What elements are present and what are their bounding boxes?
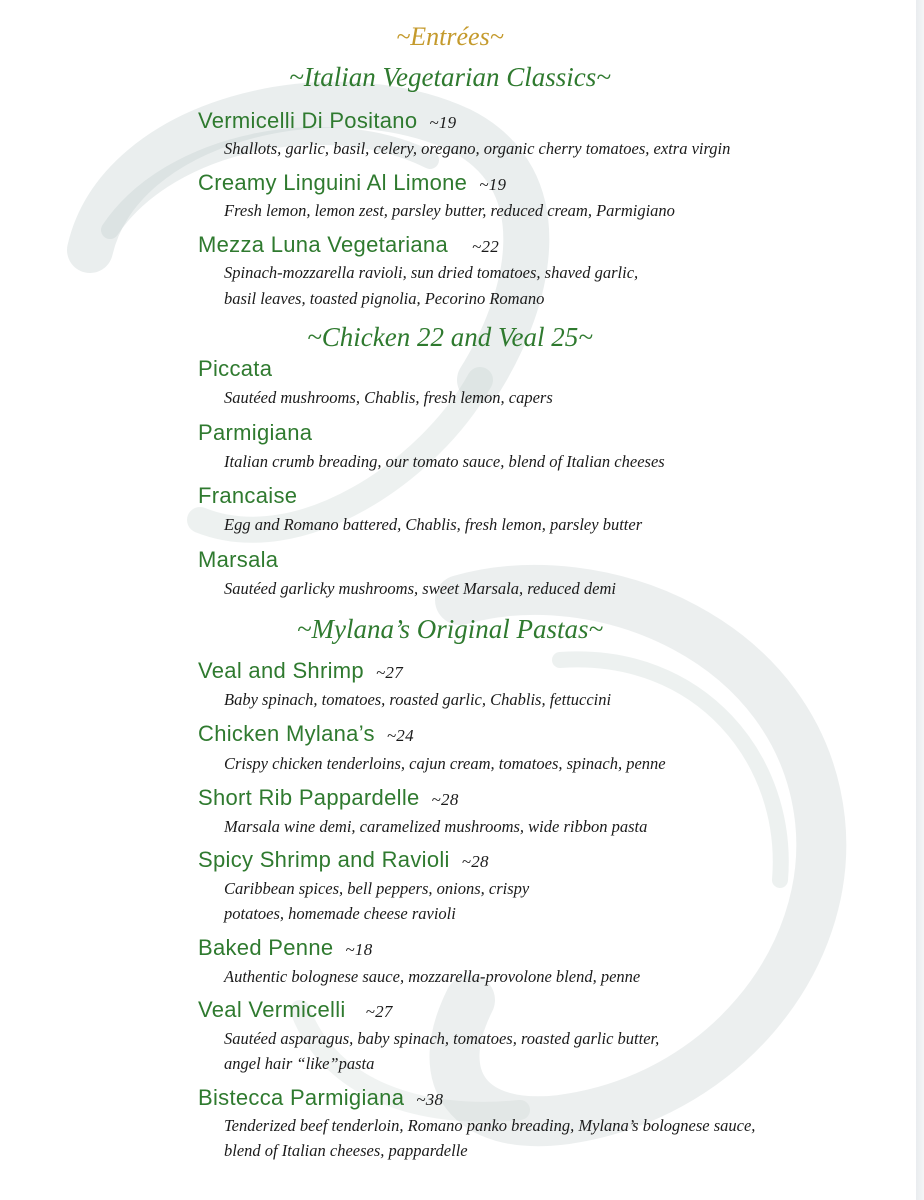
item-name: Chicken Mylana’s (198, 721, 375, 746)
menu-item (198, 721, 414, 747)
item-description: Fresh lemon, lemon zest, parsley butter, reduced cream, Parmigiano (224, 201, 675, 220)
item-description: Italian crumb breading, our tomato sauce, blend of Italian cheeses (224, 452, 665, 471)
menu-item (198, 547, 278, 573)
item-description: Caribbean spices, bell peppers, onions, crispy (224, 879, 530, 898)
item-description: Sautéed mushrooms, Chablis, fresh lemon, capers (224, 388, 553, 407)
item-price: ~28 (461, 852, 489, 871)
menu-item (198, 1085, 443, 1111)
item-price: ~22 (472, 237, 500, 256)
section-heading-vegetarian: ~Italian Vegetarian Classics~ (289, 62, 611, 92)
item-name: Spicy Shrimp and Ravioli (198, 847, 450, 872)
item-description: Tenderized beef tenderloin, Romano panko breading, Mylana’s bolognese sauce, (224, 1116, 756, 1135)
menu-item (198, 108, 456, 134)
item-price: ~38 (416, 1090, 444, 1109)
page-title: ~Entrées~ (396, 22, 504, 51)
item-name: Creamy Linguini Al Limone (198, 170, 468, 195)
item-price: ~19 (479, 175, 507, 194)
section-heading-chicken-veal: ~Chicken 22 and Veal 25~ (307, 322, 593, 352)
menu-item (198, 997, 393, 1023)
menu-item (198, 847, 489, 873)
menu-item (198, 658, 403, 684)
item-name: Parmigiana (198, 420, 313, 445)
menu-item (198, 935, 373, 961)
item-name: Marsala (198, 547, 279, 572)
item-name: Short Rib Pappardelle (198, 785, 420, 810)
item-description: Sautéed asparagus, baby spinach, tomatoes, roasted garlic butter, (224, 1029, 660, 1048)
item-name: Piccata (198, 356, 273, 381)
item-name: Vermicelli Di Positano (198, 108, 418, 133)
item-name: Veal Vermicelli (198, 997, 346, 1022)
item-description: Crispy chicken tenderloins, cajun cream, tomatoes, spinach, penne (224, 754, 666, 773)
menu-item (198, 420, 312, 446)
item-description: Sautéed garlicky mushrooms, sweet Marsala, reduced demi (224, 579, 616, 598)
item-price: ~27 (365, 1002, 393, 1021)
item-name: Mezza Luna Vegetariana (198, 232, 448, 257)
item-name: Bistecca Parmigiana (198, 1085, 405, 1110)
menu-item (198, 170, 506, 196)
item-description: Egg and Romano battered, Chablis, fresh lemon, parsley butter (224, 515, 643, 534)
section-heading-original-pastas: ~Mylana’s Original Pastas~ (296, 614, 604, 644)
item-name: Baked Penne (198, 935, 334, 960)
item-description: blend of Italian cheeses, pappardelle (224, 1141, 468, 1160)
item-price: ~28 (431, 790, 459, 809)
item-description: Marsala wine demi, caramelized mushrooms, wide ribbon pasta (224, 817, 648, 836)
item-description: basil leaves, toasted pignolia, Pecorino Romano (224, 289, 545, 308)
item-description: Spinach-mozzarella ravioli, sun dried tomatoes, shaved garlic, (224, 263, 639, 282)
item-description: Shallots, garlic, basil, celery, oregano, organic cherry tomatoes, extra virgin (224, 139, 731, 158)
item-name: Veal and Shrimp (198, 658, 364, 683)
menu-item (198, 483, 297, 509)
item-price: ~24 (386, 726, 414, 745)
item-price: ~18 (345, 940, 373, 959)
item-price: ~27 (375, 663, 404, 682)
item-description: Baby spinach, tomatoes, roasted garlic, Chablis, fettuccini (224, 690, 612, 709)
item-description: angel hair “like”pasta (224, 1054, 375, 1073)
menu-item (198, 785, 459, 811)
item-description: Authentic bolognese sauce, mozzarella-provolone blend, penne (224, 967, 641, 986)
item-price: ~19 (429, 113, 457, 132)
item-name: Francaise (198, 483, 298, 508)
menu-item (198, 232, 499, 258)
item-description: potatoes, homemade cheese ravioli (224, 904, 456, 923)
menu-item (198, 356, 272, 382)
